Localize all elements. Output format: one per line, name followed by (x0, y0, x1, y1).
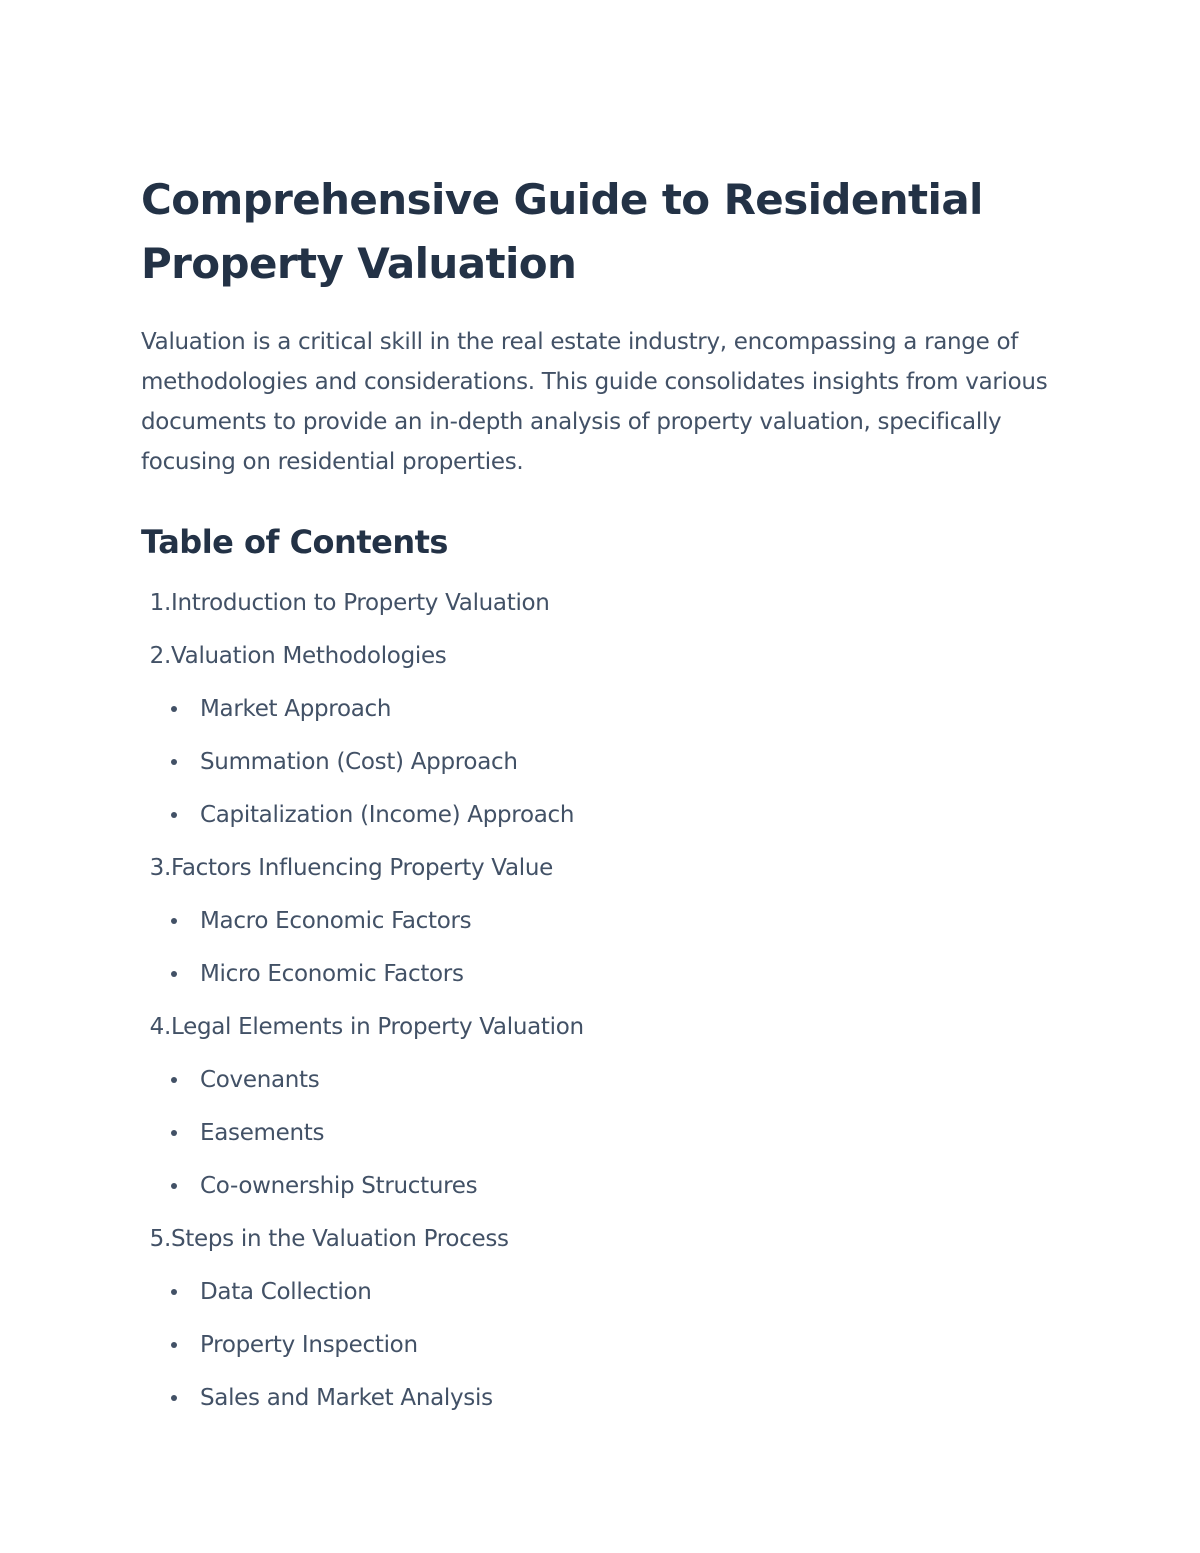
toc-item (141, 639, 1061, 851)
toc-entry[interactable] (141, 1222, 1061, 1275)
bullet-icon (171, 1289, 177, 1295)
toc-sub-item[interactable] (141, 1063, 1061, 1116)
bullet-icon (171, 706, 177, 712)
toc-entry[interactable] (141, 1010, 1061, 1063)
toc-sub-label: Covenants (200, 1067, 320, 1093)
toc-entry[interactable] (141, 851, 1061, 904)
toc-sub-label: Micro Economic Factors (200, 961, 464, 987)
toc-sub-label: Data Collection (200, 1279, 372, 1305)
toc-label: Introduction to Property Valuation (171, 590, 550, 616)
toc-sub-item[interactable] (141, 692, 1061, 745)
toc-sub-item[interactable] (141, 957, 1061, 1010)
toc-entry[interactable] (141, 639, 1061, 692)
toc-sub-item[interactable] (141, 1169, 1061, 1222)
document-title: Comprehensive Guide to Residential Property Valuation (141, 175, 983, 288)
toc-number: 5. (149, 1226, 171, 1252)
bullet-icon (171, 918, 177, 924)
toc-number: 1. (149, 590, 171, 616)
toc-sub-label: Sales and Market Analysis (200, 1385, 493, 1411)
toc-item (141, 851, 1061, 1010)
bullet-icon (171, 1183, 177, 1189)
toc-item (141, 586, 1061, 639)
toc-sub-label: Macro Economic Factors (200, 908, 472, 934)
toc-number: 2. (149, 643, 171, 669)
toc-sub-label: Easements (200, 1120, 325, 1146)
toc-sub-list (141, 692, 1061, 851)
toc-entry[interactable] (141, 586, 1061, 639)
toc-sub-item[interactable] (141, 1328, 1061, 1381)
toc-number: 4. (149, 1014, 171, 1040)
toc-sub-label: Summation (Cost) Approach (200, 749, 518, 775)
toc-number: 3. (149, 855, 171, 881)
toc-heading: Table of Contents (141, 523, 448, 561)
bullet-icon (171, 1395, 177, 1401)
bullet-icon (171, 812, 177, 818)
toc-sub-list (141, 1275, 1061, 1434)
toc-item (141, 1010, 1061, 1222)
bullet-icon (171, 971, 177, 977)
toc-label: Steps in the Valuation Process (171, 1226, 509, 1252)
toc-sub-item[interactable] (141, 904, 1061, 957)
bullet-icon (171, 1077, 177, 1083)
toc-sub-item[interactable] (141, 798, 1061, 851)
toc-item (141, 1222, 1061, 1434)
toc-label: Valuation Methodologies (171, 643, 447, 669)
toc-label: Factors Influencing Property Value (171, 855, 553, 881)
toc-sub-list (141, 1063, 1061, 1222)
toc-sub-item[interactable] (141, 745, 1061, 798)
document-content (141, 168, 1061, 1434)
toc-sub-label: Co-ownership Structures (200, 1173, 478, 1199)
toc-sub-label: Capitalization (Income) Approach (200, 802, 575, 828)
bullet-icon (171, 759, 177, 765)
toc-sub-list (141, 904, 1061, 1010)
toc-sub-item[interactable] (141, 1275, 1061, 1328)
intro-paragraph: Valuation is a critical skill in the real estate industry, encompassing a range of methodologies and considerations. This guide consolidates insights from various documents to provide an in-depth analysis of property valuation, specifically focusing on residential properties. (141, 329, 1048, 475)
toc-sub-item[interactable] (141, 1116, 1061, 1169)
toc-sub-label: Property Inspection (200, 1332, 418, 1358)
bullet-icon (171, 1130, 177, 1136)
toc-sub-label: Market Approach (200, 696, 392, 722)
toc-label: Legal Elements in Property Valuation (171, 1014, 584, 1040)
toc-sub-item[interactable] (141, 1381, 1061, 1434)
table-of-contents (141, 586, 1061, 1434)
bullet-icon (171, 1342, 177, 1348)
